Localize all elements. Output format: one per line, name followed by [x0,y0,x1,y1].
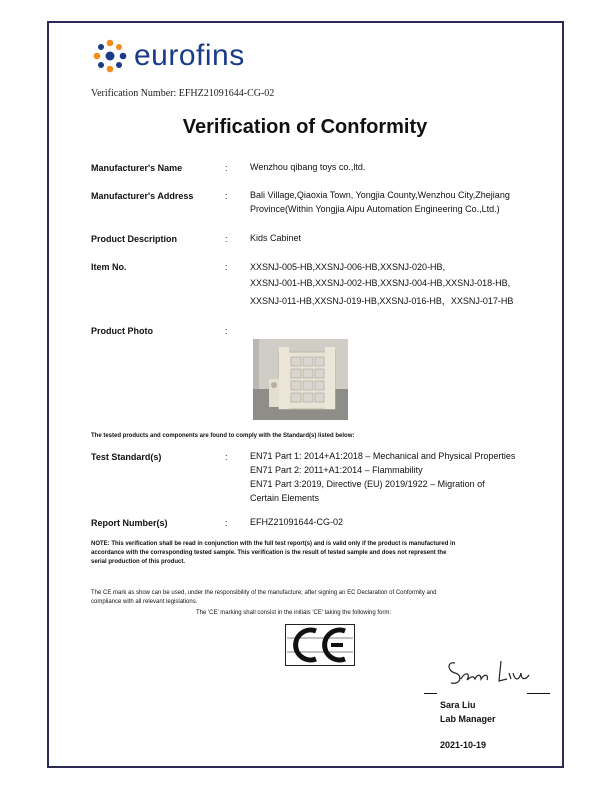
colon: : [225,518,228,528]
standard-item-2: EN71 Part 2: 2011+A1:2014 – Flammability [250,465,423,475]
colon: : [225,452,228,462]
signature-line-right [527,693,550,694]
note-line-3: serial production of this product. [91,559,186,565]
signature-date: 2021-10-19 [440,740,487,750]
product-description-value: Kids Cabinet [250,233,302,243]
page-title: Verification of Conformity [182,116,428,138]
note-line-1: NOTE: This verification shall be read in conjunction with the full test report(s) and is valid only if the product is manufactured in [91,541,456,547]
product-description-label: Product Description [91,234,178,244]
manufacturer-address-label: Manufacturer's Address [91,191,194,201]
signer-title: Lab Manager [440,714,496,724]
manufacturer-name-value: Wenzhou qibang toys co.,ltd. [250,162,366,172]
ce-mark [285,624,355,666]
colon: : [225,262,228,272]
ce-text-line-2: compliance with all relevant legislations. [91,599,198,605]
handwritten-signature [445,653,535,687]
standard-item-4: Certain Elements [250,493,320,503]
product-photo [253,339,348,420]
item-no-line-1: XXSNJ-005-HB,XXSNJ-006-HB,XXSNJ-020-HB, [250,262,446,272]
ce-text-line-3: The 'CE' marking shall consist in the initials 'CE' taking the following form: [196,610,391,616]
item-no-label: Item No. [91,262,127,272]
verification-number: Verification Number: EFHZ21091644-CG-02 [91,88,275,99]
test-standards-label: Test Standard(s) [91,452,162,462]
colon: : [225,163,228,173]
product-photo-label: Product Photo [91,326,153,336]
note-line-2: accordance with the corresponding tested sample. This verification is the result of tested sample and does not represent the [91,550,447,556]
standard-item-1: EN71 Part 1: 2014+A1:2018 – Mechanical and Physical Properties [250,451,516,461]
tested-statement: The tested products and components are found to comply with the Standard(s) listed below: [91,433,355,439]
eurofins-logo [92,38,245,74]
eurofins-dots-icon [92,38,128,74]
item-no-line-2: XXSNJ-001-HB,XXSNJ-002-HB,XXSNJ-004-HB,XXSNJ-018-HB, [250,278,511,288]
manufacturer-name-label: Manufacturer's Name [91,163,183,173]
report-number-label: Report Number(s) [91,518,168,528]
standard-item-3: EN71 Part 3:2019, Directive (EU) 2019/1922 – Migration of [250,479,485,489]
manufacturer-address-line-2: Province(Within Yongjia Aipu Automation Engineering Co.,Ltd.) [250,204,500,214]
colon: : [225,191,228,201]
brand-name: eurofins [134,39,245,72]
ce-text-line-1: The CE mark as show can be used, under the responsibility of the manufacture, after signing an EC Declaration of Conformity and [91,590,437,596]
kids-cabinet-photo [253,339,348,420]
signer-name: Sara Liu [440,700,476,710]
colon: : [225,326,228,336]
item-no-line-3: XXSNJ-011-HB,XXSNJ-019-HB,XXSNJ-016-HB，XXSNJ-017-HB [250,296,514,306]
manufacturer-address-line-1: Bali Village,Qiaoxia Town, Yongjia County,Wenzhou City,Zhejiang [250,190,510,200]
colon: : [225,234,228,244]
report-number-value: EFHZ21091644-CG-02 [250,517,344,527]
signature-line-left [424,693,437,694]
ce-mark-icon [287,626,353,664]
